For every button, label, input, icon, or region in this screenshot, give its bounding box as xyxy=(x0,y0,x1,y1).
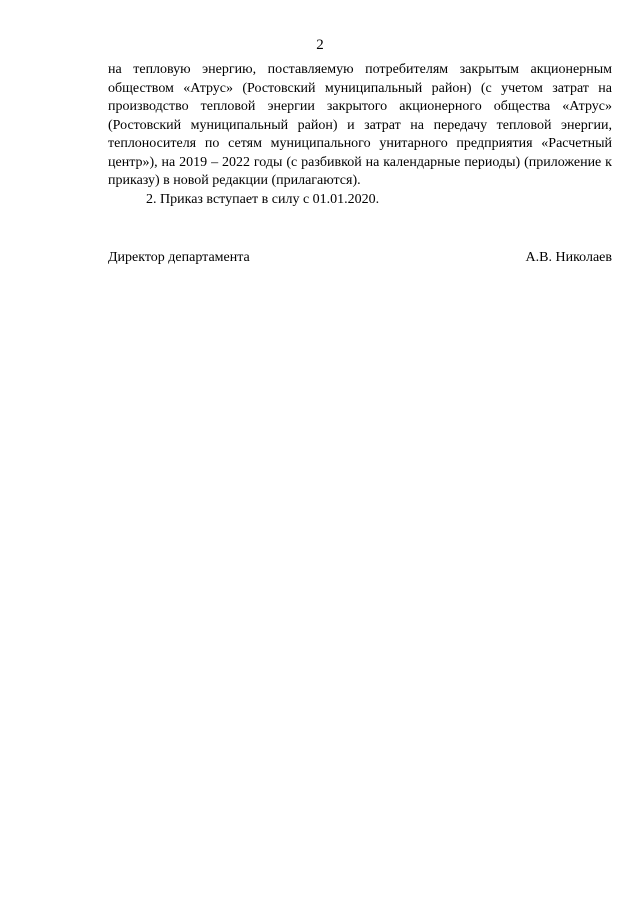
document-body xyxy=(108,61,612,209)
page-number: 2 xyxy=(316,37,324,53)
paragraph-effective-date: 2. Приказ вступает в силу с 01.01.2020. xyxy=(146,191,380,207)
signatory-name: А.В. Николаев xyxy=(525,250,612,265)
signatory-title: Директор департамента xyxy=(108,250,250,265)
paragraph-continuation: на тепловую энергию, поставляемую потребителям закрытым акционерным обществом «Атрус» (Ростовский муниципальный район) (с учетом затрат на производство тепловой энергии закрытого акционерного общества «Атрус» (Ростовский муниципальный район) и затрат на передачу тепловой энергии, теплоносителя по сетям муниципального унитарного предприятия «Расчетный центр»), на 2019 – 2022 годы (с разбивкой на календарные периоды) (приложение к приказу) в новой редакции (прилагаются). xyxy=(108,62,612,188)
